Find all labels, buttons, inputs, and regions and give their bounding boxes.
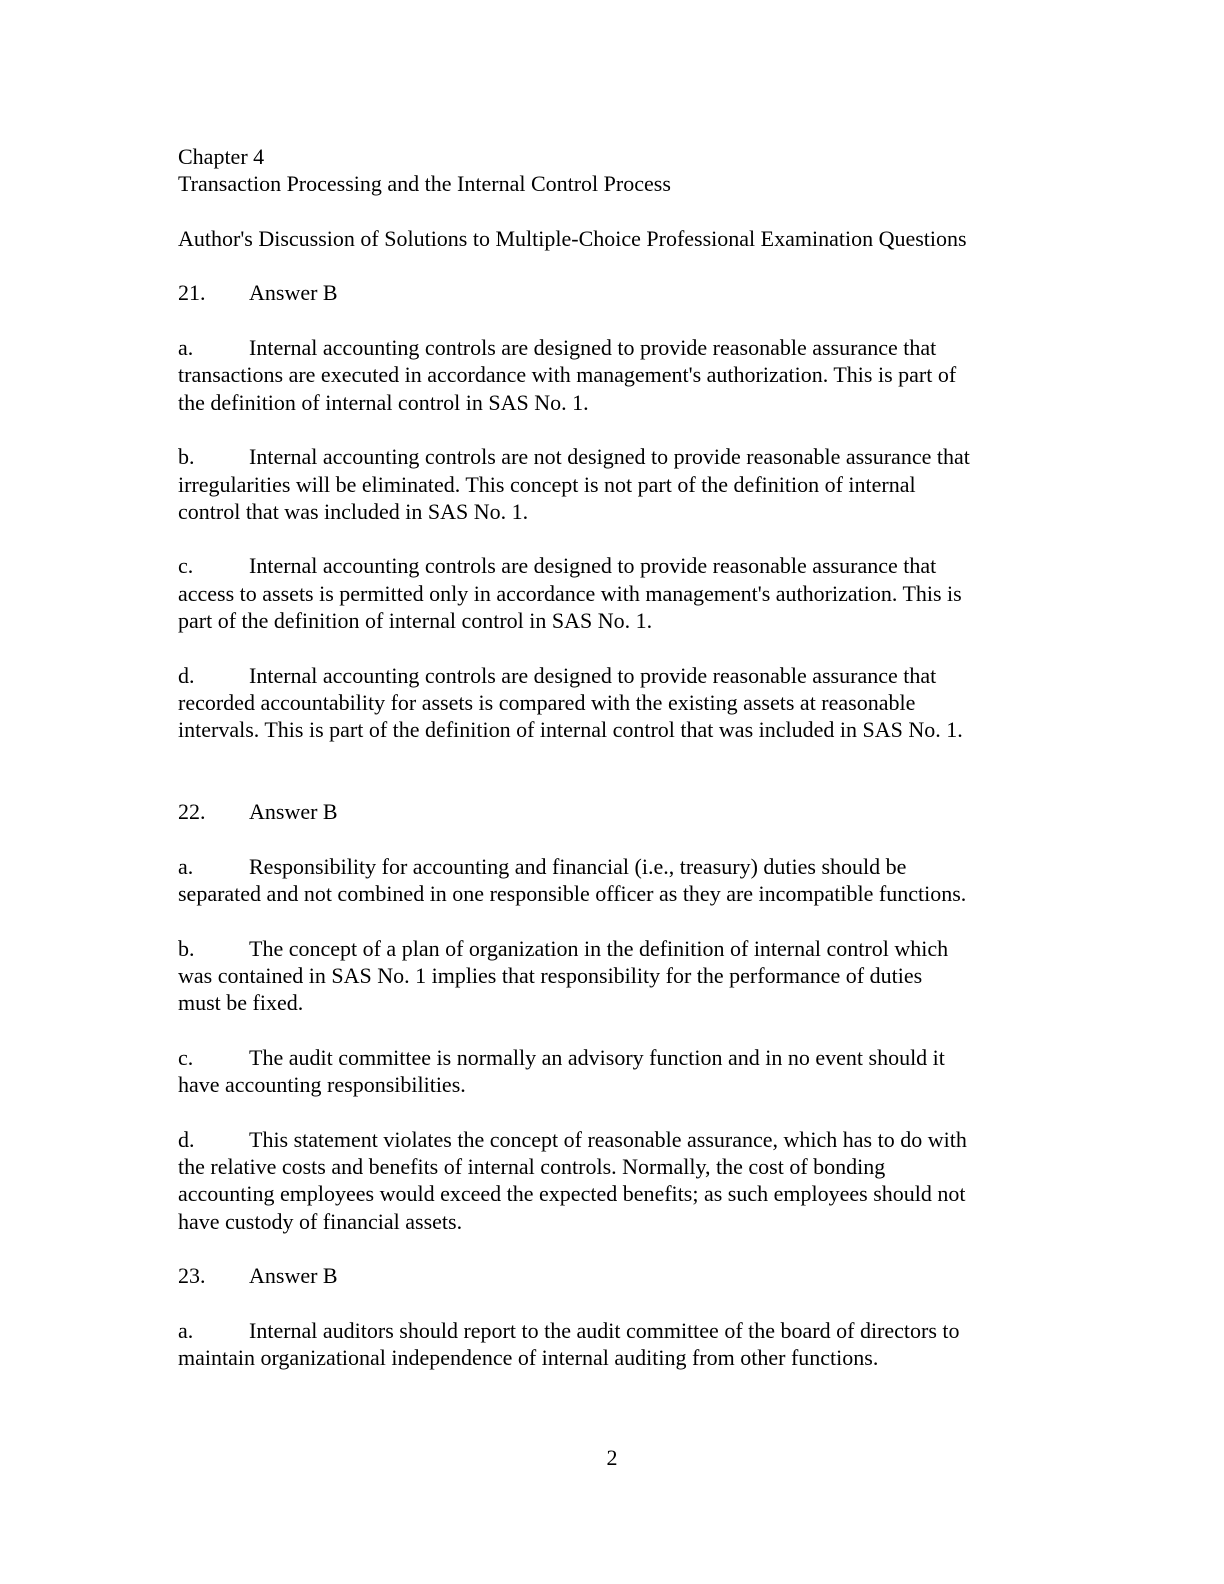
option-letter: b. <box>178 444 195 470</box>
question-number: 23. <box>178 1263 206 1289</box>
option-text-line: recorded accountability for assets is compared with the existing assets at reasonable <box>178 689 916 715</box>
option-text-line: access to assets is permitted only in accordance with management's authorization. This is <box>178 580 962 606</box>
option-text-line: Internal auditors should report to the audit committee of the board of directors to <box>249 1317 960 1343</box>
option-paragraph <box>178 1317 1048 1372</box>
option-paragraph <box>178 1044 1048 1099</box>
question-header <box>178 279 1048 306</box>
option-letter: d. <box>178 662 195 688</box>
option-text-line: Internal accounting controls are designed to provide reasonable assurance that <box>249 335 937 361</box>
option-text-line: must be fixed. <box>178 990 304 1016</box>
question-21 <box>178 279 1048 743</box>
option-paragraph <box>178 1126 1048 1235</box>
question-number: 21. <box>178 280 206 306</box>
question-22 <box>178 798 1048 1235</box>
option-text-line: transactions are executed in accordance with management's authorization. This is part of <box>178 362 957 388</box>
option-text-line: intervals. This is part of the definition of internal control that was included in SAS No. 1. <box>178 717 963 743</box>
option-paragraph <box>178 853 1048 908</box>
option-paragraph <box>178 443 1048 525</box>
option-letter: c. <box>178 553 194 579</box>
option-text-line: The concept of a plan of organization in the definition of internal control which <box>249 935 949 961</box>
chapter-title: Transaction Processing and the Internal Control Process <box>178 171 671 197</box>
option-letter: a. <box>178 1317 194 1343</box>
option-letter: c. <box>178 1044 194 1070</box>
answer-label: Answer B <box>249 799 338 825</box>
option-text-line: the relative costs and benefits of internal controls. Normally, the cost of bonding <box>178 1153 886 1179</box>
option-text-line: have accounting responsibilities. <box>178 1072 466 1098</box>
option-paragraph <box>178 662 1048 744</box>
option-text-line: irregularities will be eliminated. This concept is not part of the definition of internal <box>178 471 916 497</box>
answer-label: Answer B <box>249 1263 338 1289</box>
option-text-line: Internal accounting controls are not designed to provide reasonable assurance that <box>249 444 970 470</box>
question-number: 22. <box>178 799 206 825</box>
answer-label: Answer B <box>249 280 338 306</box>
question-header <box>178 1262 1048 1289</box>
option-text-line: Responsibility for accounting and financial (i.e., treasury) duties should be <box>249 853 907 879</box>
option-text-line: control that was included in SAS No. 1. <box>178 498 529 524</box>
option-paragraph <box>178 334 1048 416</box>
option-text-line: This statement violates the concept of reasonable assurance, which has to do with <box>249 1126 967 1152</box>
option-text-line: have custody of financial assets. <box>178 1208 463 1234</box>
option-paragraph <box>178 935 1048 1017</box>
option-text-line: maintain organizational independence of internal auditing from other functions. <box>178 1345 879 1371</box>
option-text-line: Internal accounting controls are designed to provide reasonable assurance that <box>249 662 937 688</box>
option-paragraph <box>178 552 1048 634</box>
section-title: Author's Discussion of Solutions to Multiple-Choice Professional Examination Questions <box>178 225 967 251</box>
option-text-line: was contained in SAS No. 1 implies that responsibility for the performance of duties <box>178 962 923 988</box>
question-23 <box>178 1262 1048 1371</box>
option-text-line: separated and not combined in one responsible officer as they are incompatible functions. <box>178 881 967 907</box>
question-header <box>178 798 1048 825</box>
option-text-line: the definition of internal control in SAS No. 1. <box>178 389 589 415</box>
option-letter: a. <box>178 335 194 361</box>
option-text-line: part of the definition of internal control in SAS No. 1. <box>178 608 653 634</box>
page-number: 2 <box>606 1445 618 1470</box>
option-letter: a. <box>178 853 194 879</box>
option-text-line: Internal accounting controls are designed to provide reasonable assurance that <box>249 553 937 579</box>
option-text-line: The audit committee is normally an advisory function and in no event should it <box>249 1044 945 1070</box>
option-letter: d. <box>178 1126 195 1152</box>
chapter-label: Chapter 4 <box>178 144 265 169</box>
option-text-line: accounting employees would exceed the expected benefits; as such employees should not <box>178 1181 966 1207</box>
option-letter: b. <box>178 935 195 961</box>
document-page <box>178 143 1048 1371</box>
